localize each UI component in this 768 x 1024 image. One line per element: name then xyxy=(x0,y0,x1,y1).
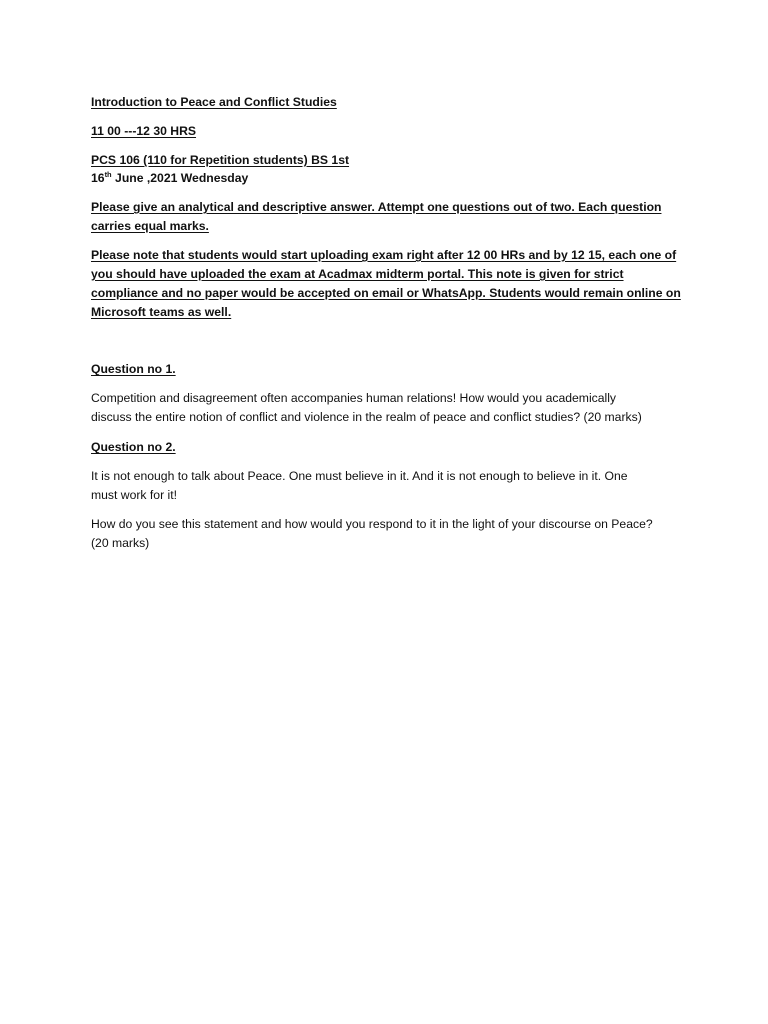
note-line-4: Microsoft teams as well. xyxy=(91,305,232,319)
time-slot: 11 00 ---12 30 HRS xyxy=(91,124,197,138)
question-2-heading: Question no 2. xyxy=(91,440,176,454)
question-2-line-2: must work for it! xyxy=(91,488,178,502)
instructions-line-2: carries equal marks. xyxy=(91,219,209,233)
course-title: Introduction to Peace and Conflict Studies xyxy=(91,95,337,109)
question-2-line-1: It is not enough to talk about Peace. One must believe in it. And it is not enough to believe in it. One xyxy=(91,469,628,483)
question-1-line-2: discuss the entire notion of conflict and violence in the realm of peace and conflict studies? (20 marks) xyxy=(91,410,642,424)
exam-date-suffix: th xyxy=(104,169,112,179)
exam-date-rest: June ,2021 Wednesday xyxy=(111,171,249,185)
exam-date-day: 16 xyxy=(91,171,105,185)
exam-date xyxy=(91,169,248,188)
question-2-line-3: How do you see this statement and how would you respond to it in the light of your discourse on Peace? xyxy=(91,517,653,531)
question-2-line-4: (20 marks) xyxy=(91,536,150,550)
question-1-heading: Question no 1. xyxy=(91,362,176,376)
question-1-line-1: Competition and disagreement often accompanies human relations! How would you academically xyxy=(91,391,617,405)
course-code: PCS 106 (110 for Repetition students) BS 1st xyxy=(91,153,350,167)
note-line-3: compliance and no paper would be accepted on email or WhatsApp. Students would remain online on xyxy=(91,286,681,300)
note-line-1: Please note that students would start uploading exam right after 12 00 HRs and by 12 15, each one of xyxy=(91,248,677,262)
instructions-line-1: Please give an analytical and descriptive answer. Attempt one questions out of two. Each question xyxy=(91,200,662,214)
note-line-2: you should have uploaded the exam at Acadmax midterm portal. This note is given for strict xyxy=(91,267,624,281)
